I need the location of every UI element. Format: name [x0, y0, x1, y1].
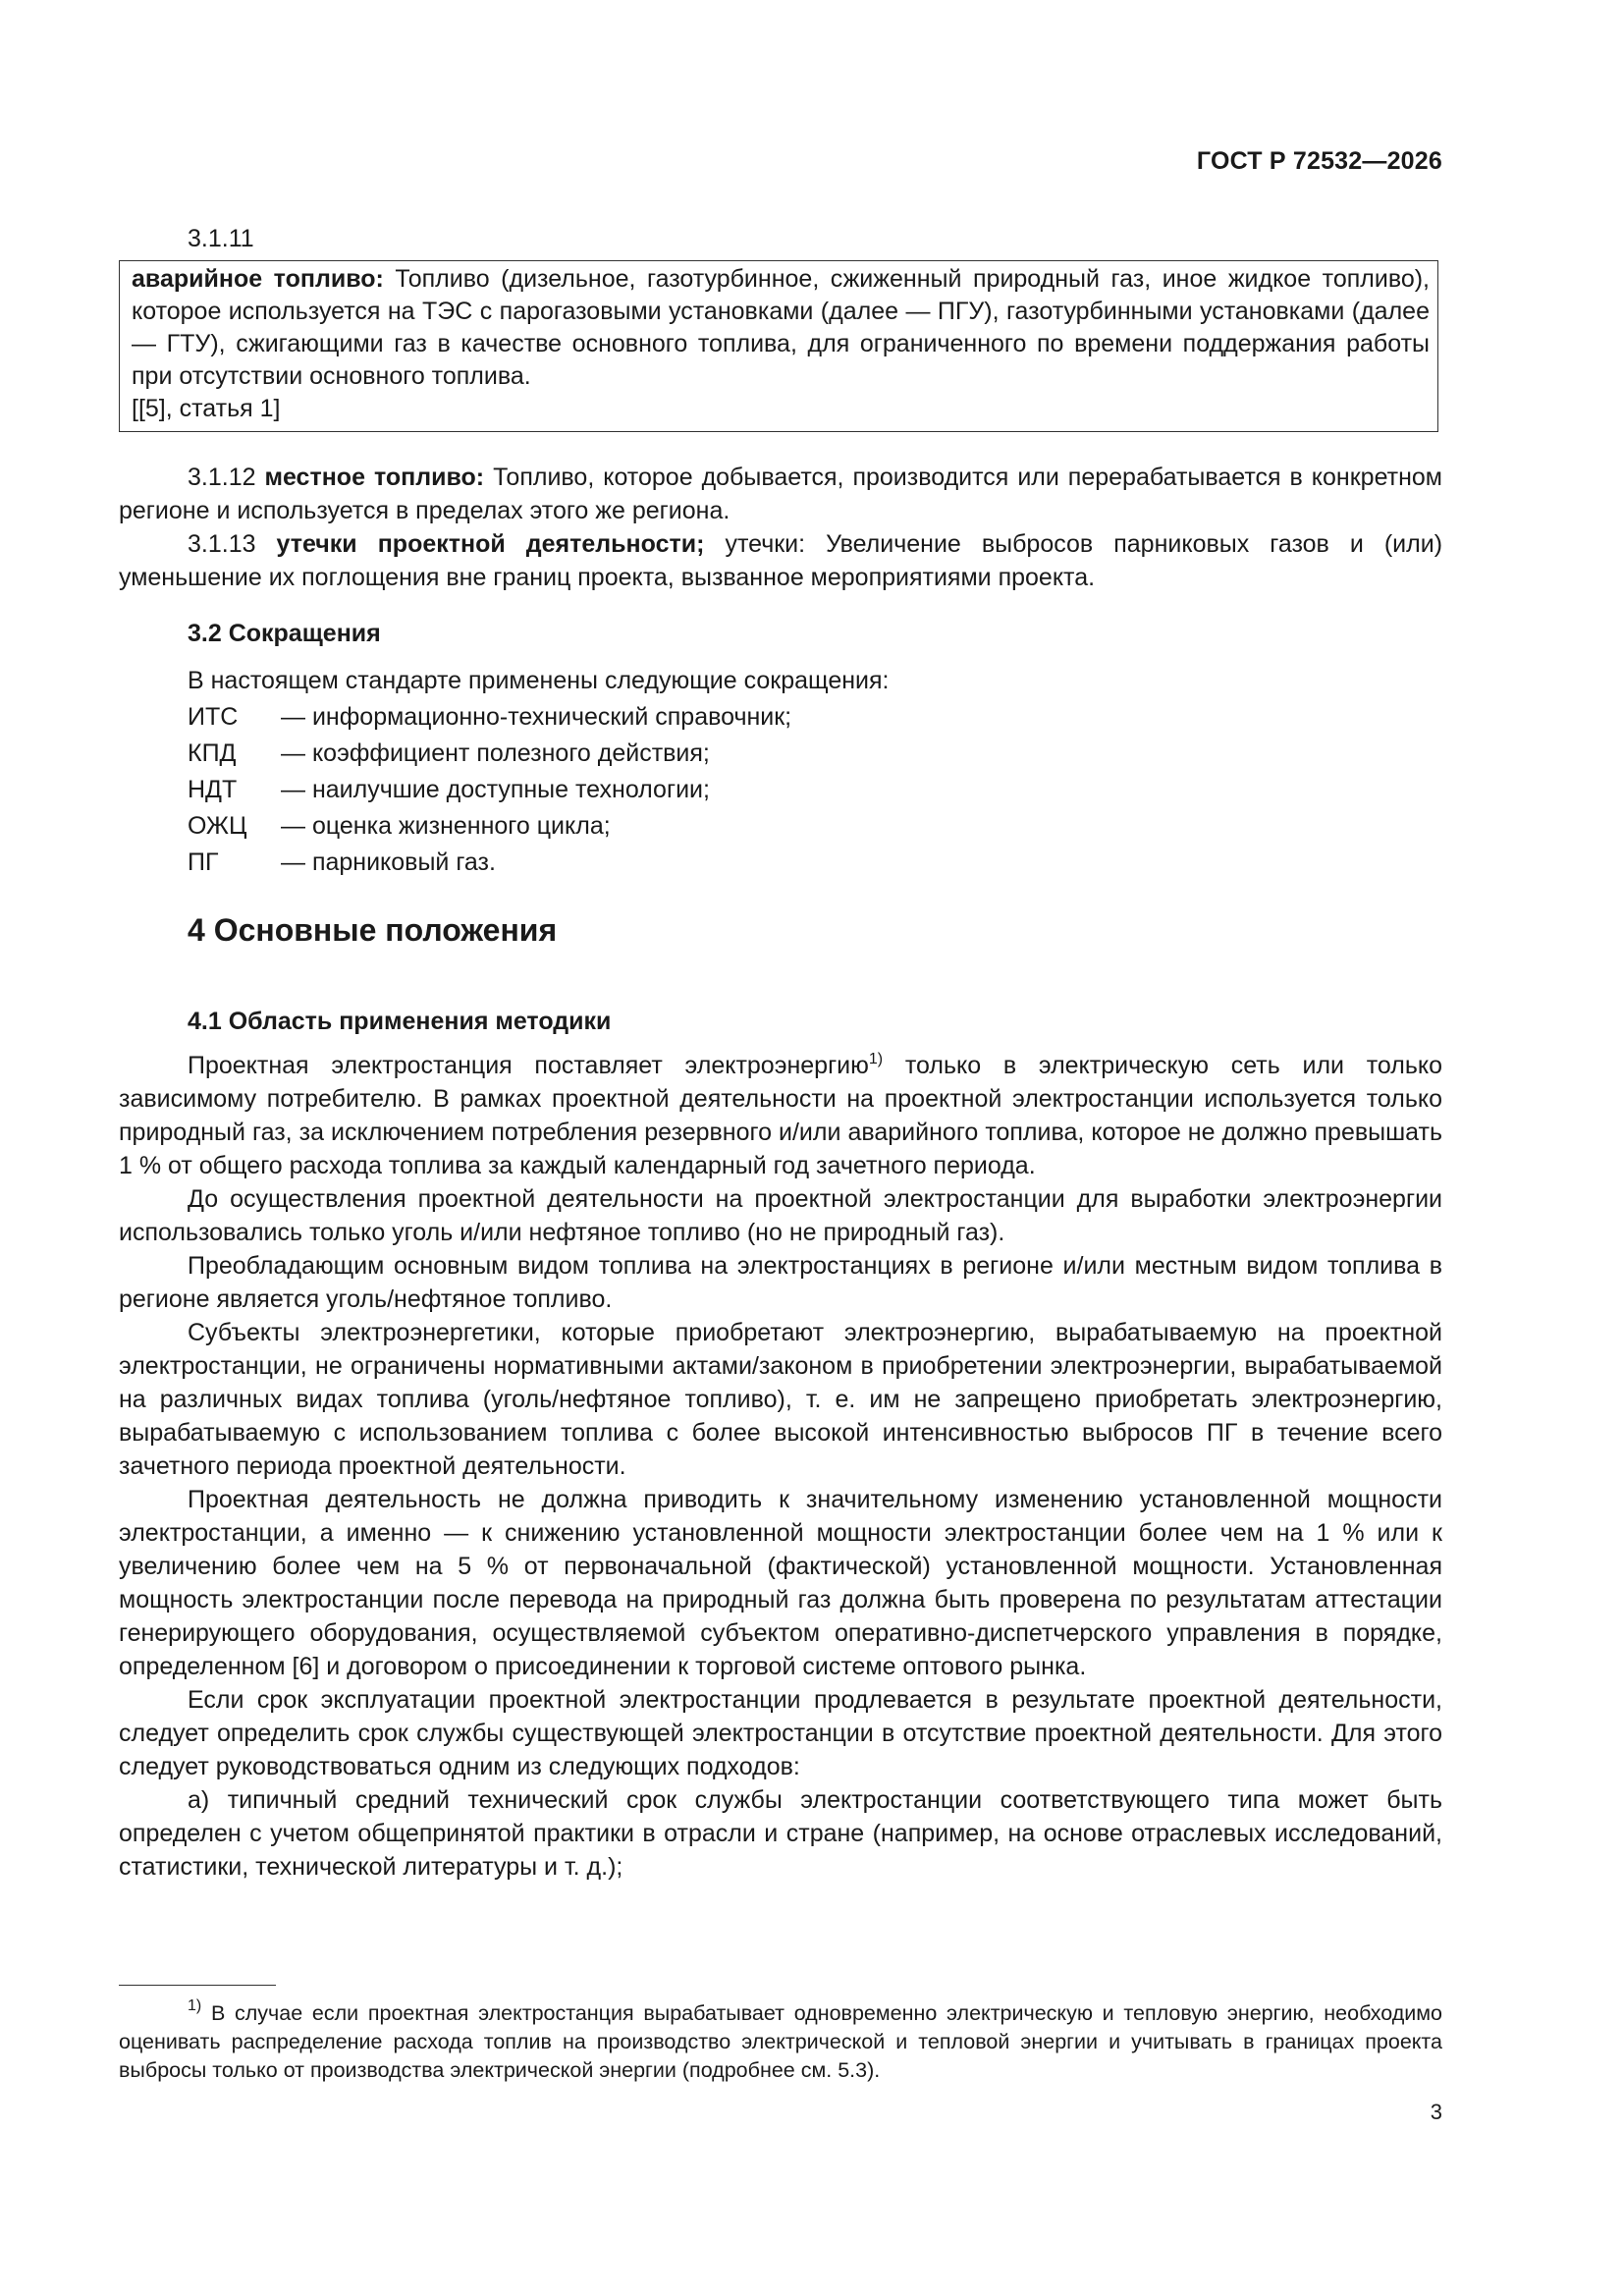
abbreviation-item: [119, 808, 1442, 845]
term-3-1-11-source: [[5], статья 1]: [132, 395, 281, 422]
clause-number-3-1-11: 3.1.11: [188, 225, 254, 252]
abbreviation-item: [119, 736, 1442, 772]
abbreviation-text: — оценка жизненного цикла;: [281, 812, 611, 840]
term-3-1-13: [119, 527, 1442, 594]
abbreviation-item: [119, 699, 1442, 736]
section-3-2: [119, 617, 1442, 881]
section-3-2-title: 3.2 Сокращения: [188, 620, 381, 647]
abbreviations-list: [119, 699, 1442, 881]
paragraph: Проектная деятельность не должна приводить к значительному изменению установленной мощности электростанции, а именно — к снижению установленной мощности электростанции более чем на 1 % или к увеличению более чем на 5 % от первоначальной (фактической) установленной мощности. Установленная мощность электростанции после перевода на природный газ должна быть проверена по результатам аттестации генерирующего оборудования, осуществляемой субъектом оперативно-диспетчерского управления в порядке, определенном [6] и договором о присоединении к торговой системе оптового рынка.: [119, 1486, 1442, 1680]
abbreviation-text: — парниковый газ.: [281, 848, 496, 876]
page-number: 3: [1430, 2100, 1442, 2124]
abbreviation-item: [119, 845, 1442, 881]
section-4-1-title: 4.1 Область применения методики: [188, 1008, 612, 1035]
term-definition-box: [119, 260, 1438, 432]
section-4-1-body: [119, 1049, 1442, 1884]
term-3-1-12: [119, 461, 1442, 527]
abbreviation-code: ПГ: [188, 848, 219, 876]
section-4-title: 4 Основные положения: [188, 912, 558, 948]
footnote: [119, 1999, 1442, 2085]
abbreviation-text: — коэффициент полезного действия;: [281, 739, 710, 767]
term-3-1-13-definition: утечки: Увеличение выбросов парниковых газов и (или) уменьшение их поглощения вне границ проекта, вызванное мероприятиями проекта.: [119, 530, 1443, 591]
abbreviation-code: КПД: [188, 739, 237, 767]
term-3-1-11-definition: Топливо (дизельное, газотурбинное, сжиженный природный газ, иное жидкое топливо), которое используется на ТЭС с парогазовыми установками (далее — ПГУ), газотурбинными установками (далее — ГТУ), сжигающими газ в качестве основного топлива, для ограниченного по времени поддержания работы при отсутствии основного топлива.: [132, 265, 1431, 390]
term-3-1-13-term: утечки проектной деятельности;: [276, 530, 705, 558]
footnote-text: В случае если проектная электростанция вырабатывает одновременно электрическую и тепловую энергию, необходимо оценивать распределение расхода топлив на производство электрической и тепловой энергии и учитывать в границах проекта выбросы только от производства электрической энергии (подробнее см. 5.3).: [119, 2001, 1442, 2082]
term-3-1-12-definition: Топливо, которое добывается, производится или перерабатывается в конкретном регионе и используется в пределах этого же региона.: [119, 464, 1442, 524]
term-3-1-11-text: [132, 263, 1430, 393]
paragraph: Преобладающим основным видом топлива на электростанциях в регионе и/или местным видом топлива в регионе является уголь/нефтяное топливо.: [119, 1252, 1442, 1313]
section-4-1: [119, 1005, 1442, 1038]
abbreviation-code: НДТ: [188, 776, 238, 803]
paragraph-text: только в электрическую сеть или только зависимому потребителю. В рамках проектной деятельности на проектной электростанции используется только природный газ, за исключением потребления резервного и/или аварийного топлива, которое не должно превышать 1 % от общего расхода топлива за каждый календарный год зачетного периода.: [119, 1052, 1442, 1179]
term-3-1-13-text: [119, 527, 1442, 594]
footnote-separator: [119, 1985, 276, 1986]
paragraph: До осуществления проектной деятельности на проектной электростанции для выработки электроэнергии использовались только уголь и/или нефтяное топливо (но не природный газ).: [119, 1185, 1442, 1246]
abbreviation-text: — информационно-технический справочник;: [281, 703, 792, 731]
document-header: ГОСТ Р 72532—2026: [1196, 147, 1442, 175]
abbreviation-text: — наилучшие доступные технологии;: [281, 776, 710, 803]
section-4: [119, 913, 1442, 947]
term-3-1-11-term: аварийное топливо:: [132, 265, 384, 293]
footnote-ref: 1): [868, 1051, 884, 1067]
abbreviation-code: ОЖЦ: [188, 812, 247, 840]
footnote-mark: 1): [188, 1997, 202, 2014]
abbreviation-code: ИТС: [188, 703, 239, 731]
term-3-1-12-text: [119, 461, 1442, 527]
term-3-1-12-term: местное топливо:: [264, 464, 485, 491]
paragraph: Если срок эксплуатации проектной электростанции продлевается в результате проектной деятельности, следует определить срок службы существующей электростанции в отсутствие проектной деятельности. Для этого следует руководствоваться одним из следующих подходов:: [119, 1686, 1442, 1780]
paragraph: [119, 1049, 1442, 1182]
paragraph: Субъекты электроэнергетики, которые приобретают электроэнергию, вырабатываемую на проектной электростанции, не ограничены нормативными актами/законом в приобретении электроэнергии, вырабатываемой на различных видах топлива (уголь/нефтяное топливо), т. е. им не запрещено приобретать электроэнергию, вырабатываемую с использованием топлива с более высокой интенсивностью выбросов ПГ в течение всего зачетного периода проектной деятельности.: [119, 1319, 1442, 1480]
abbreviation-item: [119, 772, 1442, 808]
section-3-2-intro: В настоящем стандарте применены следующие сокращения:: [188, 667, 890, 694]
term-3-1-13-number: 3.1.13: [188, 530, 277, 558]
term-3-1-12-number: 3.1.12: [188, 464, 265, 491]
paragraph-text: Проектная электростанция поставляет электроэнергию: [188, 1052, 869, 1079]
list-item-a: а) типичный средний технический срок службы электростанции соответствующего типа может быть определен с учетом общепринятой практики в отрасли и стране (например, на основе отраслевых исследований, статистики, технической литературы и т. д.);: [119, 1786, 1442, 1881]
